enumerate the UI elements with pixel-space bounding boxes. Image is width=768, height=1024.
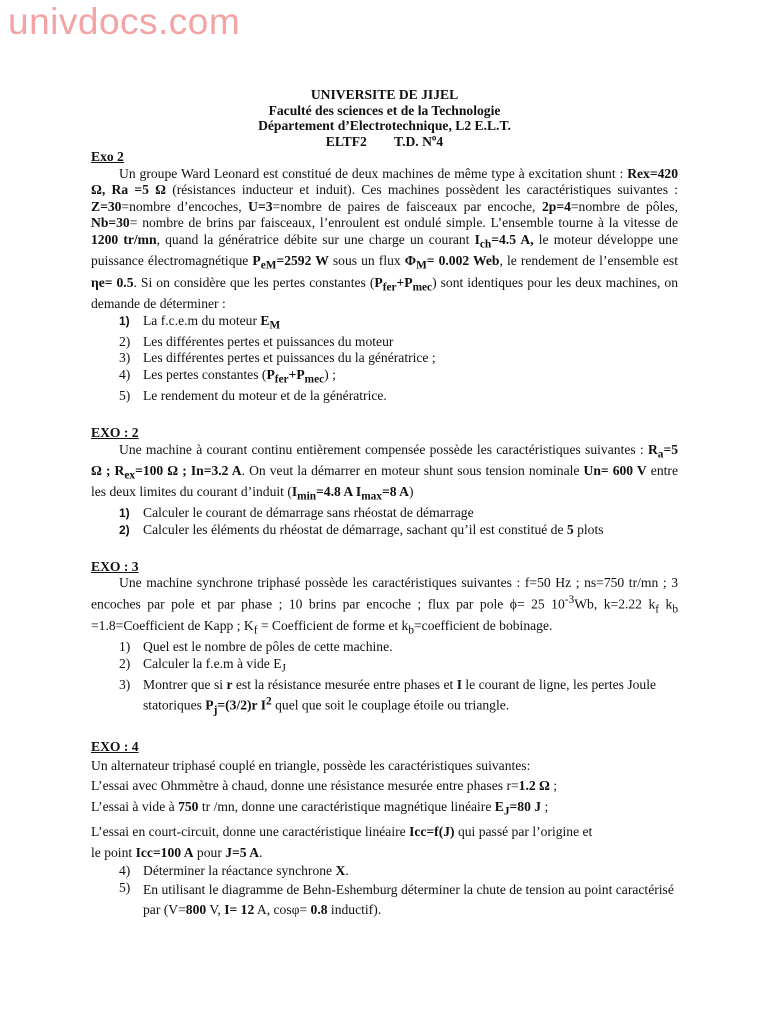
statement-line: L’essai en court-circuit, donne une caractéristique linéaire Icc=f(J) qui passé par l’origine et [91,824,593,840]
exercise-1-statement: Un groupe Ward Leonard est constitué de deux machines de même type à excitation shunt : Rex=420 Ω, Ra =5 Ω (résistances inducteur et induit). Ces machines possèdent les caractéristiques suivantes : Z=30=nombre d’encoches, U=3=nombre de paires de faisceaux par encoche, 2p=4=nombre de pôles, Nb=30= nombre de brins par faisceaux, l’enroulent est ondulé simple. L’ensemble tourne à la vitesse de 1200 tr/mn, quand la génératrice débite sur une charge un courant $I_{ch}=4.5$ A, le moteur développe une puissance électromagnétique $P_{eM}=2592$ W sous un flux $\Phi_M= 0.002$ Web, le rendement de l’ensemble est ηe= 0.5. Si on considère que les pertes constantes $(P_{fer}+P_{mec})$ sont identiques pour les deux machines, on demande de déterminer : [91,165,679,311]
exercise-4-statement [91,756,678,863]
list-item: 4) Déterminer la réactance synchrone X. [119,863,349,879]
exercise-1-questions [91,313,678,405]
list-item: 3) Les différentes pertes et puissances du la génératrice ; [119,350,436,366]
td-title: ELTF2 T.D. $N^o4$ [325,131,444,149]
watermark-logo: univdocs.com [8,1,241,42]
list-item: 1) Quel est le nombre de pôles de cette machine. [119,638,393,654]
exercise-2-title: EXO : 2 [91,424,139,440]
exercise-3-questions [91,639,678,719]
list-item: 2) Les différentes pertes et puissances du moteur [119,333,394,349]
list-item: 1) La f.c.e.m du moteur $E_M$ [119,312,281,332]
exercise-2-statement: Une machine à courant continu entièrement compensée possède les caractéristiques suivantes : $R_a=5$ Ω ; $R_{ex}=100$ Ω ; In=3.2 A. On veut la démarrer en moteur shunt sous tension nominale Un= 600 V entre les deux limites du courant d’induit ($I_{min}=4.8$ A $I_{max}=8$ A) [91,441,678,503]
exercise-4-questions [91,863,678,920]
exercise-4-title: EXO : 4 [91,739,139,755]
exercise-3-statement: Une machine synchrone triphasé possède les caractéristiques suivantes : f=50 Hz ; ns=750 tr/mn ; 3 encoches par pole et par phase ; 10 brins par encoche ; flux par pole ϕ= 25 $10^{-3}Wb$, k=2.22 $k_f$ $k_b$ =1.8=Coefficient de Kapp ; $K_f$ = Coefficient de forme et $k_b=coefficient$ de bobinage. [91,575,678,637]
list-item: 2) Calculer la f.e.m à vide $E_J$ [119,655,286,675]
statement-line: L’essai à vide à 750 tr /mn, donne une caractéristique magnétique linéaire $E_J=80$ J ; [91,798,549,818]
list-item: 2) Calculer les éléments du rhéostat de démarrage, sachant qu’il est constitué de 5 plots [119,522,604,538]
list-item: 4) Les pertes constantes $(P_{fer}+P_{mec})$ ; [119,367,336,386]
department-name: Département d’Electrotechnique, L2 E.L.T. [258,118,511,133]
statement-line: L’essai avec Ohmmètre à chaud, donne une résistance mesurée entre phases r=1.2 Ω ; [91,778,558,794]
list-item: 5) Le rendement du moteur et de la génératrice. [119,388,387,404]
exercise-3-title: EXO : 3 [91,558,139,574]
list-item: 5) En utilisant le diagramme de Behn-Eshemburg déterminer la chute de tension au point caractérisé par (V=800 V, I= 12 A, cosφ= 0.8 inductif). [119,879,674,917]
statement-line: le point Icc=100 A pour J=5 A. [91,844,263,860]
list-item: 3) Montrer que si r est la résistance mesurée entre phases et I le courant de ligne, les pertes Joule statoriques $P_j=(3/2)r$ $I^2$ quel que soit le couplage étoile ou triangle. [119,676,657,717]
university-name: UNIVERSITE DE JIJEL [310,87,459,102]
exercise-2-questions [91,505,678,538]
document-header [91,87,678,149]
statement-line: Un alternateur triphasé couplé en triangle, possède les caractéristiques suivantes: [91,757,531,773]
list-item: 1) Calculer le courant de démarrage sans rhéostat de démarrage [119,505,474,521]
faculty-name: Faculté des sciences et de la Technologie [268,102,501,118]
document-page [91,87,678,920]
exercise-1-title: Exo 2 [91,149,124,164]
